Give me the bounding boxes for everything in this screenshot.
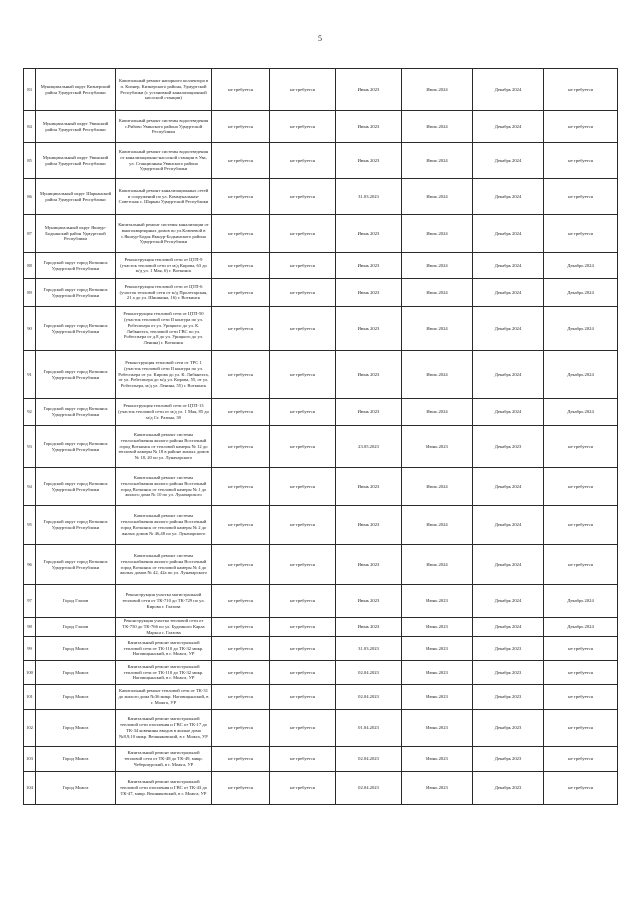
date-cell-2: Июнь 2023 (402, 585, 473, 618)
row-number-cell: 94 (24, 468, 36, 506)
row-number-cell: 99 (24, 637, 36, 661)
row-number-cell: 96 (24, 545, 36, 585)
status-cell-2: не требуется (270, 747, 336, 772)
status-cell-2: не требуется (270, 661, 336, 685)
table-row (24, 307, 618, 351)
work-description-cell: Капитальный ремонт системы теплоснабжения жилого района Восточный город Воткинск от тепловой камеры № 12 до тепловой камеры № 18 в районе жилых домов № 18, 20 по ул. Луначарского (116, 426, 212, 468)
status-cell-2: не требуется (270, 69, 336, 111)
row-number-cell: 100 (24, 661, 36, 685)
row-number-cell: 87 (24, 215, 36, 253)
table-row (24, 661, 618, 685)
date-cell-4: не требуется (544, 710, 618, 747)
date-cell-3: Декабрь 2024 (473, 179, 544, 215)
work-description-cell: Реконструкция тепловой сети от ЦТП-50 (участок тепловой сети II контура по ул. Робеспьера от ул. Урицкого до ул. К. Либкнехта, тепловой сети ГВС по ул. Робеспьера от д.8 до ул. Урицкого до ул. Ленина) г. Воткинск (116, 307, 212, 351)
date-cell-4: не требуется (544, 506, 618, 545)
status-cell-1: не требуется (212, 399, 270, 426)
date-cell-3: Декабрь 2024 (473, 253, 544, 279)
work-description-cell: Капитальный ремонт системы канализации от многоквартирных домов по ул.Ключевой в с.Якшур-Бодья Якшур-Бодьинского района Удмуртской Республики (116, 215, 212, 253)
row-number-cell: 93 (24, 426, 36, 468)
date-cell-1: Июнь 2023 (336, 585, 402, 618)
date-cell-1: Июнь 2023 (336, 253, 402, 279)
date-cell-3: Декабрь 2023 (473, 710, 544, 747)
status-cell-1: не требуется (212, 685, 270, 710)
date-cell-2: Июнь 2023 (402, 710, 473, 747)
work-description-cell: Реконструкция тепловой сети от ЦТП-6 (участок тепловой сети от м/д Пролетарская, 21 а до ул. Шишкина, 16) г. Воткинск (116, 279, 212, 307)
status-cell-1: не требуется (212, 747, 270, 772)
municipality-cell: Город Можга (36, 772, 116, 805)
date-cell-3: Декабрь 2024 (473, 399, 544, 426)
date-cell-3: Декабрь 2024 (473, 143, 544, 179)
status-cell-2: не требуется (270, 307, 336, 351)
date-cell-4: Декабрь 2024 (544, 253, 618, 279)
date-cell-3: Декабрь 2023 (473, 637, 544, 661)
work-description-cell: Капитальный ремонт магистральной тепловой сети отопления и ГВС от ТК-17 до ТК-34 ковенины вводов в жилые дома №8,9,10 микр. Вешняковский, в г. Можга, УР (116, 710, 212, 747)
date-cell-4: Декабрь 2024 (544, 307, 618, 351)
date-cell-4: не требуется (544, 215, 618, 253)
date-cell-4: не требуется (544, 111, 618, 143)
status-cell-1: не требуется (212, 143, 270, 179)
work-description-cell: Капитальный ремонт магистральной тепловой сети от ТК-110 до ТК-32 микр. Наговицынский, в г. Можга, УР (116, 637, 212, 661)
date-cell-3: Декабрь 2024 (473, 111, 544, 143)
table-row (24, 772, 618, 805)
status-cell-2: не требуется (270, 426, 336, 468)
date-cell-3: Декабрь 2024 (473, 69, 544, 111)
municipality-cell: Город Глазов (36, 618, 116, 637)
municipality-cell: Город Можга (36, 637, 116, 661)
date-cell-4: не требуется (544, 685, 618, 710)
row-number-cell: 84 (24, 111, 36, 143)
status-cell-2: не требуется (270, 399, 336, 426)
date-cell-1: Июнь 2023 (336, 215, 402, 253)
status-cell-2: не требуется (270, 215, 336, 253)
date-cell-1: Июнь 2023 (336, 468, 402, 506)
table-row (24, 179, 618, 215)
status-cell-2: не требуется (270, 253, 336, 279)
date-cell-4: не требуется (544, 426, 618, 468)
status-cell-1: не требуется (212, 468, 270, 506)
status-cell-1: не требуется (212, 279, 270, 307)
date-cell-3: Декабрь 2024 (473, 307, 544, 351)
status-cell-1: не требуется (212, 307, 270, 351)
status-cell-2: не требуется (270, 143, 336, 179)
status-cell-1: не требуется (212, 585, 270, 618)
row-number-cell: 90 (24, 307, 36, 351)
status-cell-2: не требуется (270, 545, 336, 585)
date-cell-4: Декабрь 2024 (544, 399, 618, 426)
date-cell-2: Июль 2024 (402, 143, 473, 179)
municipality-cell: Муниципальный округ Якшур-Бодьинский район Удмуртской Республики (36, 215, 116, 253)
date-cell-3: Декабрь 2024 (473, 618, 544, 637)
status-cell-2: не требуется (270, 279, 336, 307)
date-cell-3: Декабрь 2023 (473, 685, 544, 710)
work-description-cell: Капитальный ремонт тепловой сети от ТК-31 до жилого дома №36 микр. Наговицынский, в г. Можга, УР (116, 685, 212, 710)
status-cell-1: не требуется (212, 111, 270, 143)
row-number-cell: 104 (24, 772, 36, 805)
table-row (24, 747, 618, 772)
date-cell-4: Декабрь 2024 (544, 585, 618, 618)
status-cell-2: не требуется (270, 179, 336, 215)
work-description-cell: Капитальный ремонт системы теплоснабжения жилого района Восточный город Воткинск от тепловой камеры № 1 до жилого дома № 10 по ул. Луначарского (116, 468, 212, 506)
date-cell-4: Декабрь 2024 (544, 279, 618, 307)
date-cell-2: Июль 2024 (402, 279, 473, 307)
date-cell-1: 02.04.2023 (336, 747, 402, 772)
status-cell-2: не требуется (270, 351, 336, 399)
municipality-cell: Городской округ город Воткинск Удмуртской Республики (36, 351, 116, 399)
municipality-cell: Город Глазов (36, 585, 116, 618)
date-cell-4: не требуется (544, 637, 618, 661)
date-cell-2: Июнь 2023 (402, 685, 473, 710)
row-number-cell: 86 (24, 179, 36, 215)
work-description-cell: Капитальный ремонт магистральной тепловой сети от ТК-48 до ТК-49, микр. Чебершурский, в г. Можга, УР (116, 747, 212, 772)
date-cell-3: Декабрь 2024 (473, 585, 544, 618)
municipality-cell: Город Можга (36, 685, 116, 710)
date-cell-4: не требуется (544, 179, 618, 215)
work-description-cell: Капитальный ремонт магистральной тепловой сети отопления и ГВС от ТК-43 до ТК-47, микр. Вешняковский, в г. Можга, УР (116, 772, 212, 805)
table-row (24, 215, 618, 253)
status-cell-2: не требуется (270, 685, 336, 710)
municipality-cell: Муниципальный округ Увинский район Удмуртской Республики (36, 111, 116, 143)
date-cell-1: Июнь 2023 (336, 111, 402, 143)
date-cell-1: Июнь 2023 (336, 143, 402, 179)
row-number-cell: 83 (24, 69, 36, 111)
date-cell-2: Июль 2024 (402, 506, 473, 545)
work-description-cell: Реконструкция тепловой сети от ТРС 1 (участок тепловой сети II контура по ул. Робеспьера от ул. Кирова до ул. К. Либкнехта, от ул. Робеспьера до м/д ул. Кирова, 55, от ул. Робеспьера, м/д ул. Ленина, 55) г. Воткинск (116, 351, 212, 399)
date-cell-2: Июнь 2023 (402, 426, 473, 468)
municipality-cell: Городской округ город Воткинск Удмуртской Республики (36, 506, 116, 545)
date-cell-4: Декабрь 2024 (544, 618, 618, 637)
municipality-cell: Городской округ город Воткинск Удмуртской Республики (36, 468, 116, 506)
date-cell-2: Июнь 2023 (402, 618, 473, 637)
date-cell-1: 02.04.2023 (336, 772, 402, 805)
status-cell-1: не требуется (212, 215, 270, 253)
work-description-cell: Реконструкция тепловой сети от ЦТП-13 (участок тепловой сети от м/д ул. 1 Мая, 85 до м/д Ст. Разина, 39 (116, 399, 212, 426)
date-cell-2: Июнь 2023 (402, 661, 473, 685)
date-cell-4: не требуется (544, 143, 618, 179)
date-cell-2: Июль 2024 (402, 215, 473, 253)
date-cell-1: 02.04.2023 (336, 661, 402, 685)
status-cell-2: не требуется (270, 506, 336, 545)
table-row (24, 618, 618, 637)
work-description-cell: Реконструкция участка магистральной тепловой сети от ТК-710 до ТК-729 по ул. Кирова г. Глазова (116, 585, 212, 618)
municipality-cell: Муниципальный округ Увинский район Удмуртской Республики (36, 143, 116, 179)
date-cell-1: Июнь 2023 (336, 506, 402, 545)
municipality-cell: Городской округ город Воткинск Удмуртской Республики (36, 253, 116, 279)
status-cell-1: не требуется (212, 710, 270, 747)
work-description-cell: Реконструкция тепловой сети от ЦТП-9 (участок тепловой сети от м/д Кирова, 63 до м/д ул. 1 Мая, 6) г. Воткинск (116, 253, 212, 279)
date-cell-2: Июнь 2023 (402, 747, 473, 772)
date-cell-2: Июль 2024 (402, 399, 473, 426)
status-cell-2: не требуется (270, 772, 336, 805)
date-cell-4: не требуется (544, 545, 618, 585)
status-cell-1: не требуется (212, 69, 270, 111)
status-cell-2: не требуется (270, 585, 336, 618)
date-cell-2: Июль 2024 (402, 179, 473, 215)
status-cell-1: не требуется (212, 661, 270, 685)
status-cell-1: не требуется (212, 772, 270, 805)
date-cell-2: Июль 2024 (402, 253, 473, 279)
work-description-cell: Капитальный ремонт системы теплоснабжения жилого района Восточный город Воткинск от тепловой камеры № 4 до жилых домов № 42, 42а по ул. Луначарского (116, 545, 212, 585)
work-description-cell: Капитальный ремонт канализационных сетей и сооружений по ул. Коммунальная-Советская с. Шаркан Удмуртской Республики (116, 179, 212, 215)
status-cell-1: не требуется (212, 618, 270, 637)
date-cell-1: Июнь 2023 (336, 307, 402, 351)
table-row (24, 111, 618, 143)
date-cell-4: не требуется (544, 747, 618, 772)
row-number-cell: 95 (24, 506, 36, 545)
municipality-cell: Городской округ город Воткинск Удмуртской Республики (36, 426, 116, 468)
date-cell-1: 31.03.2023 (336, 179, 402, 215)
row-number-cell: 89 (24, 279, 36, 307)
status-cell-2: не требуется (270, 468, 336, 506)
status-cell-1: не требуется (212, 253, 270, 279)
row-number-cell: 85 (24, 143, 36, 179)
table-row (24, 506, 618, 545)
date-cell-4: Декабрь 2024 (544, 351, 618, 399)
table-row (24, 468, 618, 506)
municipality-cell: Городской округ город Воткинск Удмуртской Республики (36, 399, 116, 426)
row-number-cell: 88 (24, 253, 36, 279)
date-cell-2: Июль 2024 (402, 307, 473, 351)
date-cell-1: Июнь 2023 (336, 618, 402, 637)
row-number-cell: 101 (24, 685, 36, 710)
status-cell-2: не требуется (270, 637, 336, 661)
date-cell-3: Декабрь 2024 (473, 279, 544, 307)
date-cell-4: не требуется (544, 69, 618, 111)
status-cell-1: не требуется (212, 506, 270, 545)
work-description-cell: Капитальный ремонт системы водоотведения от канализационно-насосной станции в Ува, ул. Станционная Увинского района Удмуртской Республики (116, 143, 212, 179)
date-cell-3: Декабрь 2023 (473, 772, 544, 805)
status-cell-2: не требуется (270, 710, 336, 747)
municipality-cell: Город Можга (36, 747, 116, 772)
row-number-cell: 92 (24, 399, 36, 426)
table-row (24, 585, 618, 618)
date-cell-3: Декабрь 2024 (473, 506, 544, 545)
works-schedule-table (23, 68, 618, 805)
table-row (24, 637, 618, 661)
table-row (24, 279, 618, 307)
status-cell-2: не требуется (270, 618, 336, 637)
date-cell-1: Июнь 2023 (336, 69, 402, 111)
table-row (24, 685, 618, 710)
municipality-cell: Муниципальный округ Кизнерский район Удмуртской Республики (36, 69, 116, 111)
date-cell-2: Июнь 2023 (402, 637, 473, 661)
date-cell-1: 23.05.2023 (336, 426, 402, 468)
date-cell-2: Июнь 2023 (402, 772, 473, 805)
date-cell-3: Декабрь 2023 (473, 747, 544, 772)
table-row (24, 351, 618, 399)
table-row (24, 545, 618, 585)
work-description-cell: Реконструкция участка тепловой сети от ТК-750 до ТК-766 по ул. Буденного Карла Маркса г. Глазова (116, 618, 212, 637)
page-number: 5 (318, 34, 322, 43)
row-number-cell: 103 (24, 747, 36, 772)
date-cell-1: Июнь 2023 (336, 545, 402, 585)
date-cell-4: не требуется (544, 772, 618, 805)
date-cell-1: 31.03.2023 (336, 637, 402, 661)
work-description-cell: Капитальный ремонт напорного коллектора в п. Кизнер, Кизнерского района, Удмуртской Республики (с установкой канализационной насосной станции) (116, 69, 212, 111)
date-cell-3: Декабрь 2024 (473, 545, 544, 585)
municipality-cell: Муниципальный округ Шарканский район Удмуртской Республики (36, 179, 116, 215)
date-cell-1: Июнь 2023 (336, 351, 402, 399)
work-description-cell: Капитальный ремонт магистральной тепловой сети от ТК-110 до ТК-32 микр. Наговицынский, в г. Можга, УР (116, 661, 212, 685)
table-row (24, 253, 618, 279)
table-row (24, 69, 618, 111)
municipality-cell: Город Можга (36, 661, 116, 685)
date-cell-4: не требуется (544, 661, 618, 685)
row-number-cell: 98 (24, 618, 36, 637)
date-cell-4: не требуется (544, 468, 618, 506)
status-cell-1: не требуется (212, 179, 270, 215)
municipality-cell: Городской округ город Воткинск Удмуртской Республики (36, 279, 116, 307)
date-cell-3: Декабрь 2023 (473, 661, 544, 685)
status-cell-1: не требуется (212, 637, 270, 661)
municipality-cell: Городской округ город Воткинск Удмуртской Республики (36, 307, 116, 351)
table-row (24, 710, 618, 747)
date-cell-2: Июль 2024 (402, 111, 473, 143)
work-description-cell: Капитальный ремонт системы теплоснабжения жилого района Восточный город Воткинск от тепловой камеры № 2 до жилых домов № 46,48 по ул. Луначарского (116, 506, 212, 545)
row-number-cell: 102 (24, 710, 36, 747)
status-cell-1: не требуется (212, 351, 270, 399)
municipality-cell: Городской округ город Воткинск Удмуртской Республики (36, 545, 116, 585)
date-cell-3: Декабрь 2024 (473, 215, 544, 253)
municipality-cell: Город Можга (36, 710, 116, 747)
status-cell-2: не требуется (270, 111, 336, 143)
date-cell-2: Июль 2024 (402, 69, 473, 111)
table-row (24, 399, 618, 426)
table-row (24, 143, 618, 179)
date-cell-2: Июль 2024 (402, 351, 473, 399)
table-row (24, 426, 618, 468)
row-number-cell: 97 (24, 585, 36, 618)
date-cell-3: Декабрь 2024 (473, 468, 544, 506)
table-body (24, 69, 618, 805)
work-description-cell: Капитальный ремонт системы водоотведения с.Рябово Увинского района Удмуртской Республики (116, 111, 212, 143)
date-cell-2: Июль 2024 (402, 468, 473, 506)
date-cell-2: Июль 2024 (402, 545, 473, 585)
date-cell-1: Июнь 2023 (336, 399, 402, 426)
date-cell-3: Декабрь 2023 (473, 426, 544, 468)
date-cell-1: 02.04.2023 (336, 685, 402, 710)
status-cell-1: не требуется (212, 545, 270, 585)
date-cell-1: Июнь 2023 (336, 279, 402, 307)
status-cell-1: не требуется (212, 426, 270, 468)
date-cell-3: Декабрь 2024 (473, 351, 544, 399)
row-number-cell: 91 (24, 351, 36, 399)
date-cell-1: 01.04.2023 (336, 710, 402, 747)
